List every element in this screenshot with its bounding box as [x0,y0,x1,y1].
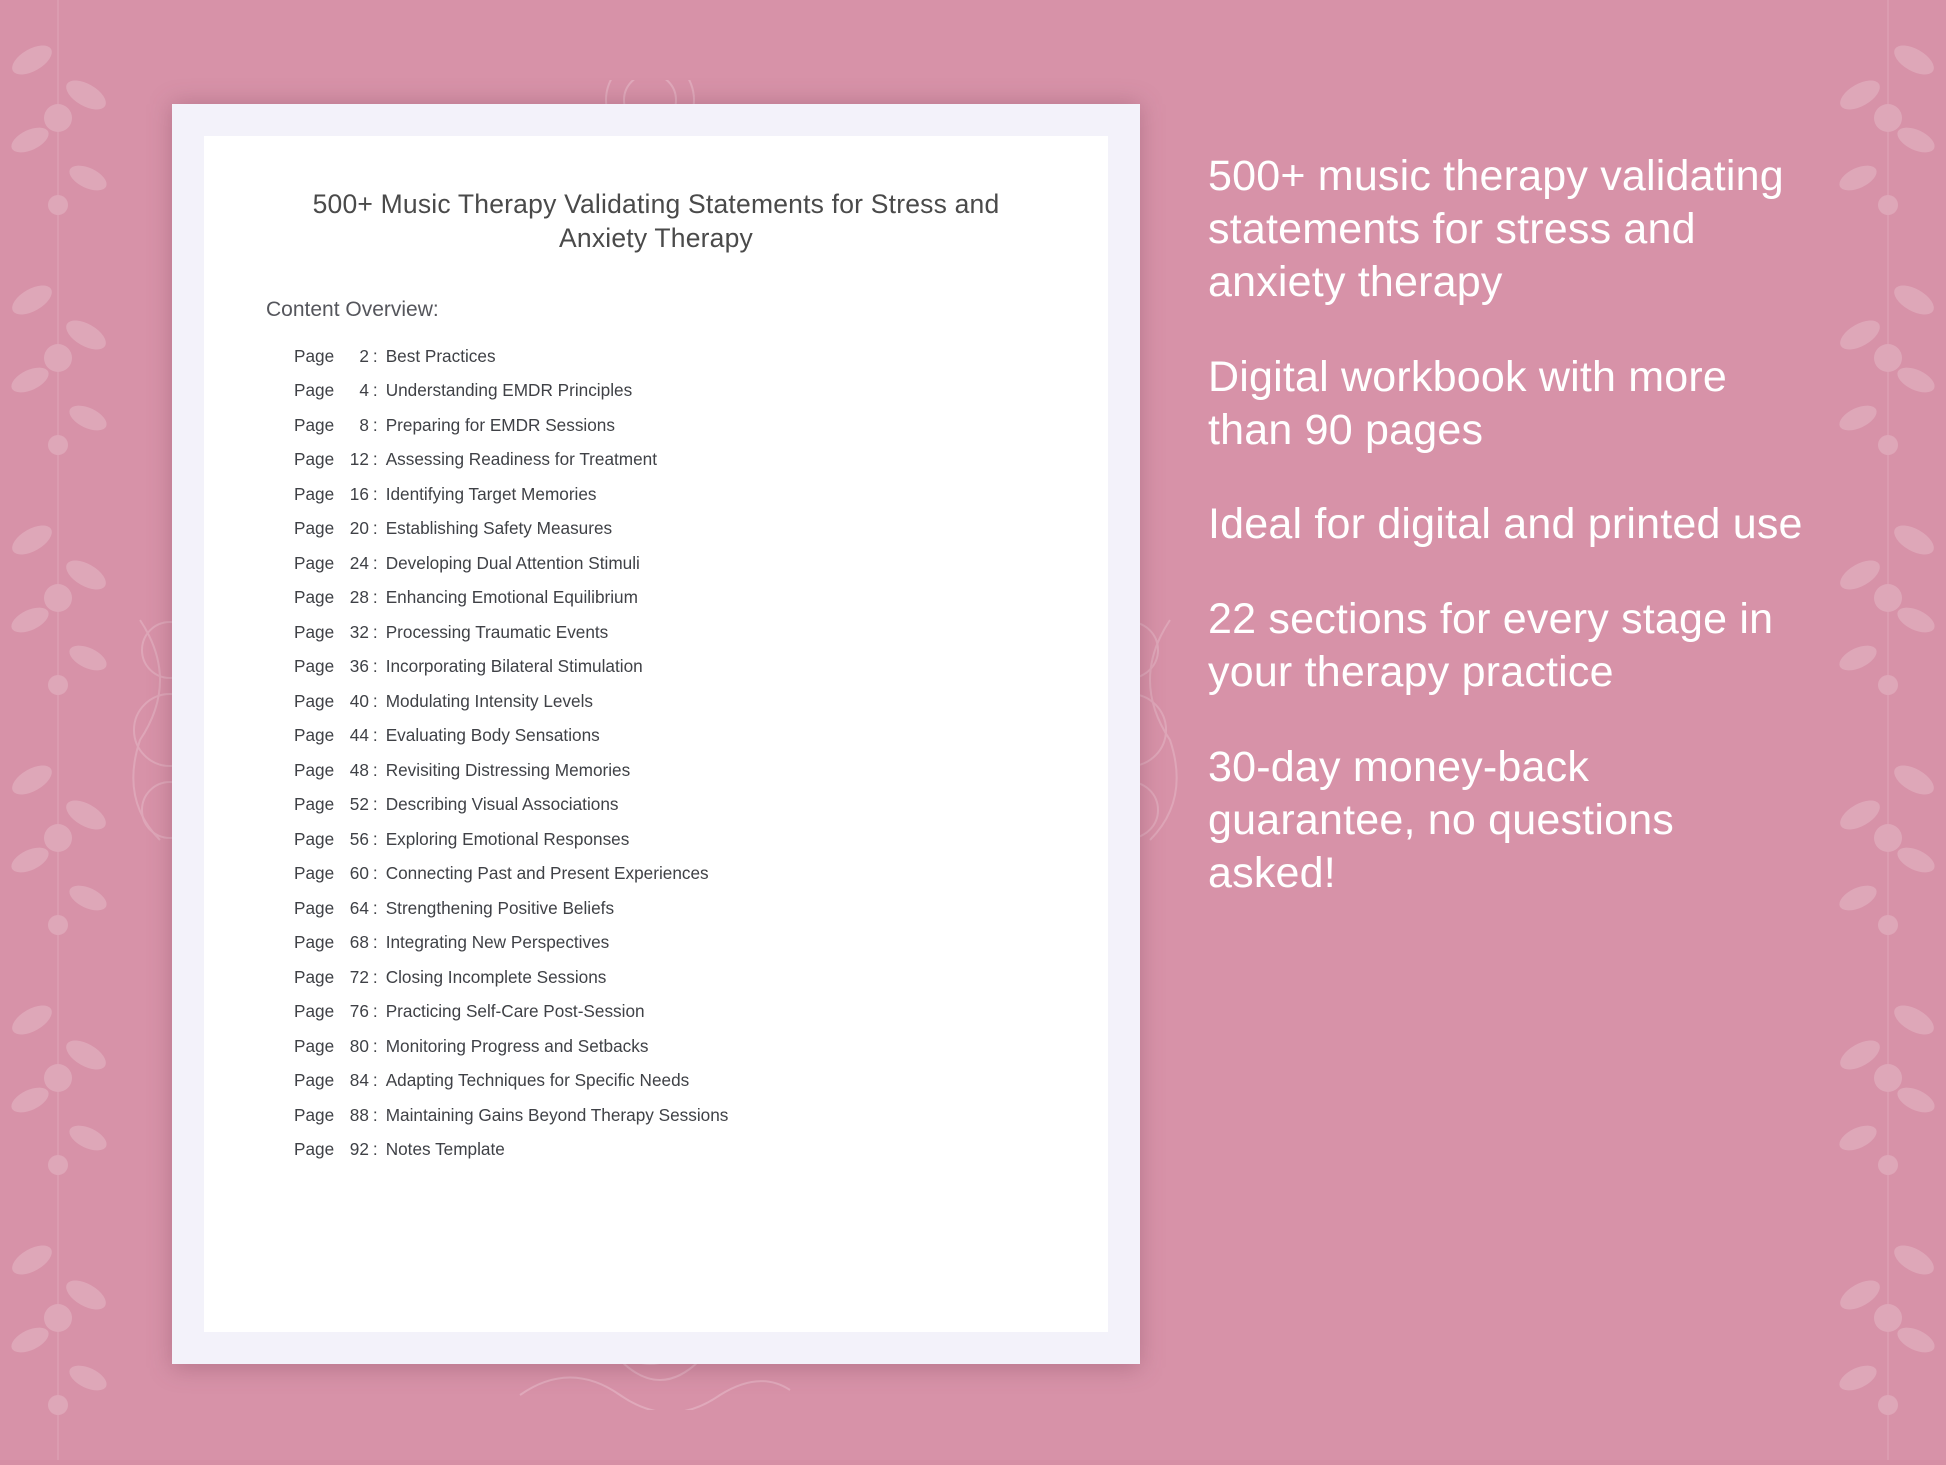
toc-entry-title: Processing Traumatic Events [385,621,609,642]
toc-separator: : [372,1070,378,1091]
toc-page-number: 48 [349,759,369,780]
document-title: 500+ Music Therapy Validating Statements for Stress and Anxiety Therapy [312,189,1000,253]
toc-entry-title: Revisiting Distressing Memories [385,759,631,780]
toc-page-word: Page [294,1104,335,1125]
toc-entry-title: Monitoring Progress and Setbacks [385,1035,649,1056]
toc-entry [294,451,1108,468]
toc-page-number: 52 [349,794,369,815]
toc-page-word: Page [294,518,335,539]
toc-entry-title: Closing Incomplete Sessions [385,966,607,987]
toc-page-word: Page [294,587,335,608]
toc-page-number: 12 [349,449,369,470]
marketing-line: 500+ music therapy validating statements for stress and anxiety therapy [1208,152,1784,306]
toc-entry [294,658,1108,675]
toc-separator: : [372,1035,378,1056]
document-content-area [204,136,1108,1332]
toc-entry [294,621,1108,642]
toc-page-word: Page [294,759,335,780]
toc-page-word: Page [294,414,335,435]
toc-page-word: Page [294,966,335,987]
toc-separator: : [372,380,378,401]
toc-separator: : [372,518,378,539]
toc-entry [294,934,1108,951]
toc-entry [294,1035,1108,1056]
toc-entry-title: Describing Visual Associations [385,794,619,815]
toc-entry [294,690,1108,711]
toc-page-number: 92 [349,1139,369,1160]
toc-separator: : [372,759,378,780]
marketing-copy [1208,150,1808,900]
document-page [172,104,1140,1364]
toc-separator: : [372,1104,378,1125]
toc-separator: : [372,483,378,504]
toc-entry [294,727,1108,744]
marketing-line: Digital workbook with more than 90 pages [1208,352,1727,454]
toc-separator: : [372,828,378,849]
toc-separator: : [372,1139,378,1160]
toc-entry-title: Practicing Self-Care Post-Session [385,1001,645,1022]
toc-separator: : [372,863,378,884]
toc-page-number: 32 [349,621,369,642]
toc-entry-title: Maintaining Gains Beyond Therapy Sessions [385,1104,729,1125]
toc-entry [294,865,1108,882]
toc-entry-title: Developing Dual Attention Stimuli [385,552,640,573]
toc-page-word: Page [294,863,335,884]
toc-entry [294,966,1108,987]
toc-page-number: 80 [349,1035,369,1056]
toc-separator: : [372,587,378,608]
toc-entry-title: Preparing for EMDR Sessions [385,414,615,435]
toc-entry-title: Understanding EMDR Principles [385,380,633,401]
toc-page-number: 2 [359,345,369,366]
toc-separator: : [372,690,378,711]
toc-entry-title: Notes Template [385,1139,505,1160]
toc-page-word: Page [294,483,335,504]
marketing-line: Ideal for digital and printed use [1208,500,1803,549]
toc-entry [294,1072,1108,1089]
toc-separator: : [372,1001,378,1022]
toc-page-word: Page [294,621,335,642]
toc-separator: : [372,552,378,573]
toc-entry [294,759,1108,780]
toc-entry-title: Integrating New Perspectives [385,932,610,953]
toc-page-number: 64 [349,897,369,918]
toc-page-number: 72 [349,966,369,987]
table-of-contents [204,322,1108,1159]
toc-page-word: Page [294,656,335,677]
toc-page-word: Page [294,725,335,746]
toc-page-number: 40 [349,690,369,711]
toc-separator: : [372,414,378,435]
toc-page-word: Page [294,690,335,711]
toc-entry [294,382,1108,399]
toc-page-word: Page [294,1035,335,1056]
toc-page-word: Page [294,932,335,953]
toc-entry [294,897,1108,918]
marketing-line: 30-day money-back guarantee, no questions asked! [1208,743,1675,897]
toc-page-number: 68 [349,932,369,953]
toc-entry-title: Establishing Safety Measures [385,518,613,539]
toc-entry-title: Identifying Target Memories [385,483,597,504]
toc-page-word: Page [294,380,335,401]
content-overview-label: Content Overview: [266,297,439,321]
toc-page-word: Page [294,1139,335,1160]
toc-separator: : [372,932,378,953]
toc-entry [294,414,1108,435]
toc-separator: : [372,725,378,746]
toc-page-number: 84 [349,1070,369,1091]
toc-page-number: 8 [359,414,369,435]
marketing-line: 22 sections for every stage in your therapy practice [1208,595,1774,697]
toc-entry-title: Incorporating Bilateral Stimulation [385,656,643,677]
toc-entry [294,828,1108,849]
toc-page-word: Page [294,552,335,573]
toc-entry-title: Connecting Past and Present Experiences [385,863,709,884]
toc-entry [294,552,1108,573]
toc-entry-title: Evaluating Body Sensations [385,725,600,746]
toc-entry-title: Adapting Techniques for Specific Needs [385,1070,690,1091]
toc-page-number: 4 [359,380,369,401]
toc-page-number: 88 [349,1104,369,1125]
toc-entry [294,589,1108,606]
toc-entry [294,345,1108,366]
toc-separator: : [372,966,378,987]
toc-page-number: 20 [349,518,369,539]
toc-separator: : [372,897,378,918]
toc-entry [294,1104,1108,1125]
toc-page-word: Page [294,449,335,470]
toc-entry [294,520,1108,537]
toc-entry [294,483,1108,504]
toc-page-number: 60 [349,863,369,884]
toc-entry-title: Enhancing Emotional Equilibrium [385,587,638,608]
toc-page-word: Page [294,828,335,849]
toc-separator: : [372,656,378,677]
toc-entry [294,796,1108,813]
toc-entry-title: Exploring Emotional Responses [385,828,630,849]
toc-page-word: Page [294,1001,335,1022]
toc-page-number: 56 [349,828,369,849]
toc-page-number: 16 [349,483,369,504]
toc-entry-title: Assessing Readiness for Treatment [385,449,658,470]
toc-page-number: 24 [349,552,369,573]
toc-separator: : [372,794,378,815]
toc-separator: : [372,345,378,366]
floral-border-left-icon [0,0,120,1460]
toc-separator: : [372,449,378,470]
toc-page-word: Page [294,345,335,366]
toc-page-word: Page [294,1070,335,1091]
toc-entry [294,1141,1108,1158]
toc-entry-title: Strengthening Positive Beliefs [385,897,615,918]
toc-entry-title: Modulating Intensity Levels [385,690,594,711]
toc-separator: : [372,621,378,642]
toc-page-number: 76 [349,1001,369,1022]
toc-entry [294,1003,1108,1020]
floral-border-right-icon [1826,0,1946,1460]
toc-page-word: Page [294,897,335,918]
toc-page-word: Page [294,794,335,815]
toc-entry-title: Best Practices [385,345,496,366]
toc-page-number: 28 [349,587,369,608]
toc-page-number: 36 [349,656,369,677]
toc-page-number: 44 [349,725,369,746]
